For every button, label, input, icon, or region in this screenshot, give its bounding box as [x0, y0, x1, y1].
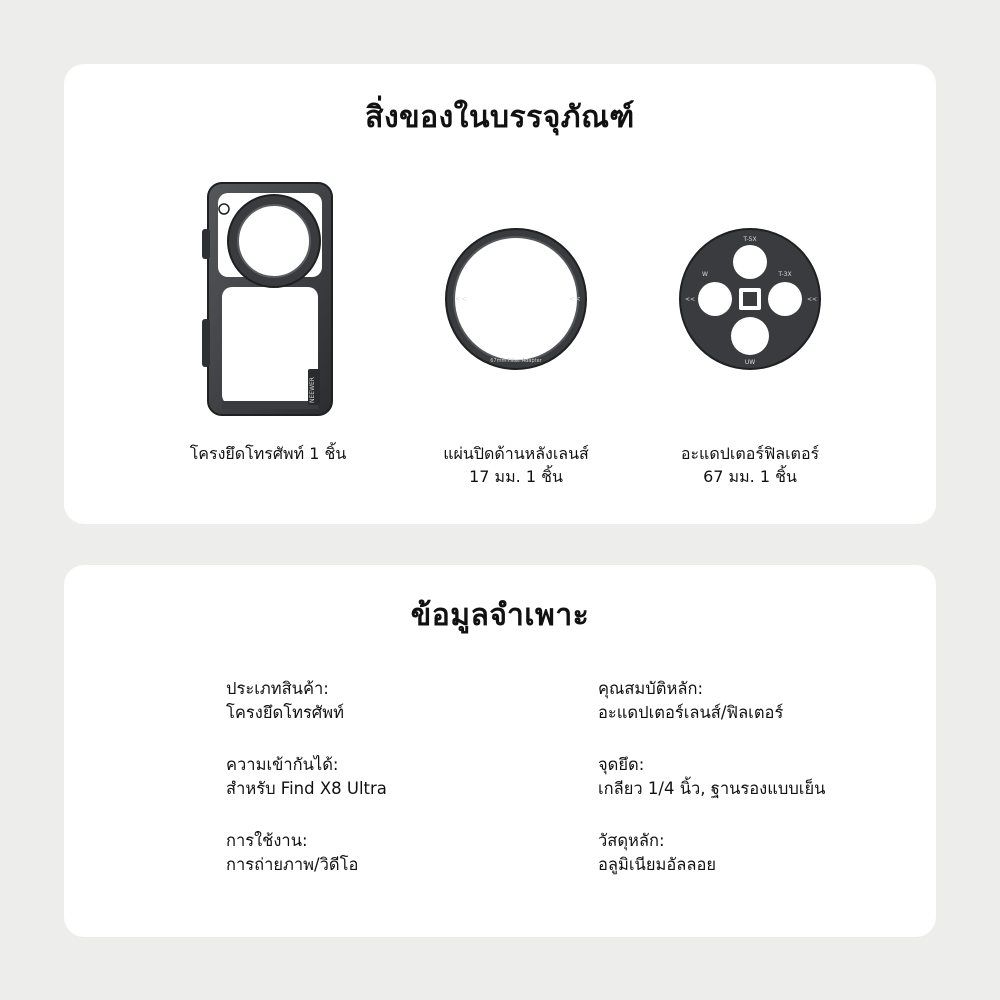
adapter-label-t5x: T-5X: [743, 236, 757, 243]
adapter-label-w: W: [702, 271, 708, 278]
spec-value: เกลียว 1/4 นิ้ว, ฐานรองแบบเย็น: [598, 779, 826, 798]
spec-value: การถ่ายภาพ/วิดีโอ: [226, 855, 359, 874]
ring-side-mark-left: <<: [455, 295, 467, 303]
lens-back-cover-caption-line2: 17 มม. 1 ชิ้น: [469, 467, 563, 486]
spec-label: คุณสมบัติหลัก:: [598, 679, 704, 698]
spec-main-feature: [598, 677, 886, 725]
spec-label: วัสดุหลัก:: [598, 831, 665, 850]
specifications-card: [64, 565, 936, 937]
phone-cage-caption: [138, 442, 398, 465]
filter-adapter-caption-line2: 67 มม. 1 ชิ้น: [703, 467, 797, 486]
adapter-label-uw: UW: [744, 359, 756, 366]
spec-label: จุดยึด:: [598, 755, 645, 774]
spec-compatibility: [226, 753, 598, 801]
item-phone-cage: [138, 174, 398, 465]
spec-label: การใช้งาน:: [226, 831, 308, 850]
spec-label: ความเข้ากันได้:: [226, 755, 339, 774]
ring-side-mark-right: <<: [569, 295, 581, 303]
specifications-title: ข้อมูลจำเพาะ: [410, 598, 590, 633]
filter-ring-image: [386, 174, 646, 424]
spec-material: [598, 829, 886, 877]
ring-engraving: 67mm Filter Adapter: [490, 358, 542, 364]
phone-cage-caption-line1: โครงยึดโทรศัพท์ 1 ชิ้น: [189, 444, 347, 463]
phone-cage-image: [138, 174, 398, 424]
lens-back-cover-caption-line1: แผ่นปิดด้านหลังเลนส์: [443, 444, 589, 463]
spec-usage: [226, 829, 598, 877]
adapter-side-mark-left: <<: [685, 296, 696, 303]
package-contents-title: สิ่งของในบรรจุภัณฑ์: [365, 100, 635, 135]
spec-value: อะแดปเตอร์เลนส์/ฟิลเตอร์: [598, 703, 784, 722]
spec-value: อลูมิเนียมอัลลอย: [598, 855, 717, 874]
cage-brand-text: NEEWER: [309, 377, 316, 403]
adapter-side-mark-right: <<: [807, 296, 818, 303]
filter-adapter-caption: [620, 442, 880, 488]
spec-grid: [226, 677, 886, 877]
filter-adapter-caption-line1: อะแดปเตอร์ฟิลเตอร์: [680, 444, 820, 463]
spec-label: ประเภทสินค้า:: [226, 679, 329, 698]
lens-back-cover-caption: [386, 442, 646, 488]
item-filter-adapter: [620, 174, 880, 488]
spec-value: สำหรับ Find X8 Ultra: [226, 779, 387, 798]
item-lens-back-cover: [386, 174, 646, 488]
spec-mount-points: [598, 753, 886, 801]
adapter-label-t3x: T-3X: [778, 271, 792, 278]
package-contents-card: [64, 64, 936, 524]
spec-value: โครงยึดโทรศัพท์: [226, 703, 345, 722]
filter-adapter-image: [620, 174, 880, 424]
spec-product-type: [226, 677, 598, 725]
